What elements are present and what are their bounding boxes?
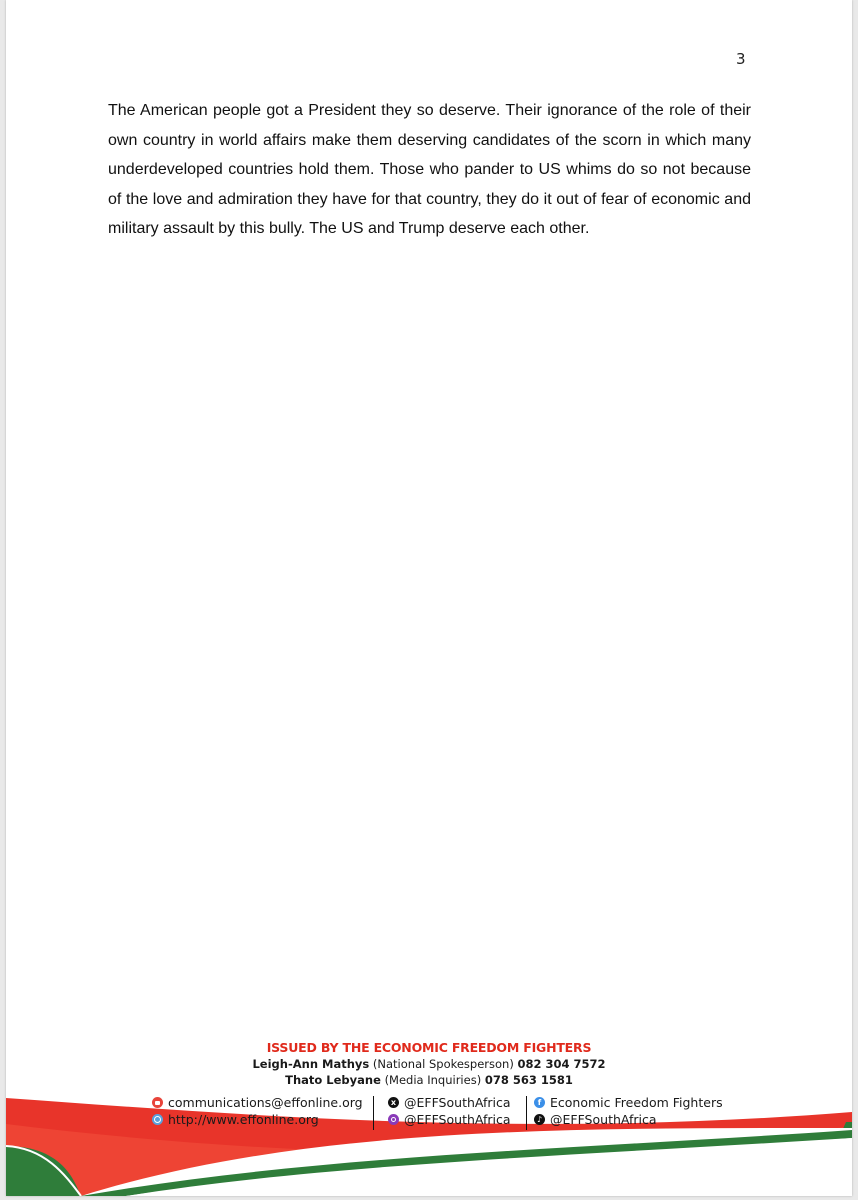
facebook-contact[interactable] — [534, 1094, 723, 1111]
x-handle[interactable]: @EFFSouthAfrica — [404, 1095, 511, 1110]
spokesperson-role: (National Spokesperson) — [372, 1057, 514, 1071]
media-contact-name: Thato Lebyane — [285, 1073, 381, 1087]
media-inquiries-line — [6, 1073, 852, 1087]
issued-by-heading: ISSUED BY THE ECONOMIC FREEDOM FIGHTERS — [266, 1040, 592, 1055]
email-icon — [152, 1097, 163, 1108]
contact-column-3 — [534, 1094, 723, 1128]
spokesperson-line — [6, 1057, 852, 1071]
instagram-contact[interactable] — [388, 1111, 511, 1128]
website-contact[interactable] — [152, 1111, 363, 1128]
email-address[interactable]: communications@effonline.org — [168, 1095, 363, 1110]
footer-issued-block — [6, 1040, 852, 1087]
tiktok-contact[interactable] — [534, 1111, 723, 1128]
x-icon: x — [388, 1097, 399, 1108]
contact-divider-1 — [373, 1096, 374, 1130]
body-paragraph: The American people got a President they so deserve. Their ignorance of the role of their own country in world affairs make them deserving candidates of the scorn in which many underdeveloped countries hold them. Those who pander to US whims do so not because of the love and admiration they have for that country, they do it out of fear of economic and military assault by this bully. The US and Trump deserve each other. — [108, 102, 751, 238]
instagram-handle[interactable]: @EFFSouthAfrica — [404, 1112, 511, 1127]
contact-column-1 — [152, 1094, 363, 1128]
instagram-icon — [388, 1114, 399, 1125]
facebook-icon: f — [534, 1097, 545, 1108]
tiktok-icon: ♪ — [534, 1114, 545, 1125]
website-link[interactable]: http://www.effonline.org — [168, 1112, 319, 1127]
page-number: 3 — [736, 50, 746, 68]
document-page — [6, 0, 852, 1196]
contact-column-2 — [388, 1094, 511, 1128]
facebook-name[interactable]: Economic Freedom Fighters — [550, 1095, 723, 1110]
contact-divider-2 — [526, 1096, 527, 1130]
spokesperson-name: Leigh-Ann Mathys — [252, 1057, 370, 1071]
media-contact-phone: 078 563 1581 — [484, 1073, 573, 1087]
globe-icon — [152, 1114, 163, 1125]
email-contact[interactable] — [152, 1094, 363, 1111]
spokesperson-phone: 082 304 7572 — [517, 1057, 606, 1071]
x-contact[interactable] — [388, 1094, 511, 1111]
media-contact-role: (Media Inquiries) — [384, 1073, 482, 1087]
tiktok-handle[interactable]: @EFFSouthAfrica — [550, 1112, 657, 1127]
